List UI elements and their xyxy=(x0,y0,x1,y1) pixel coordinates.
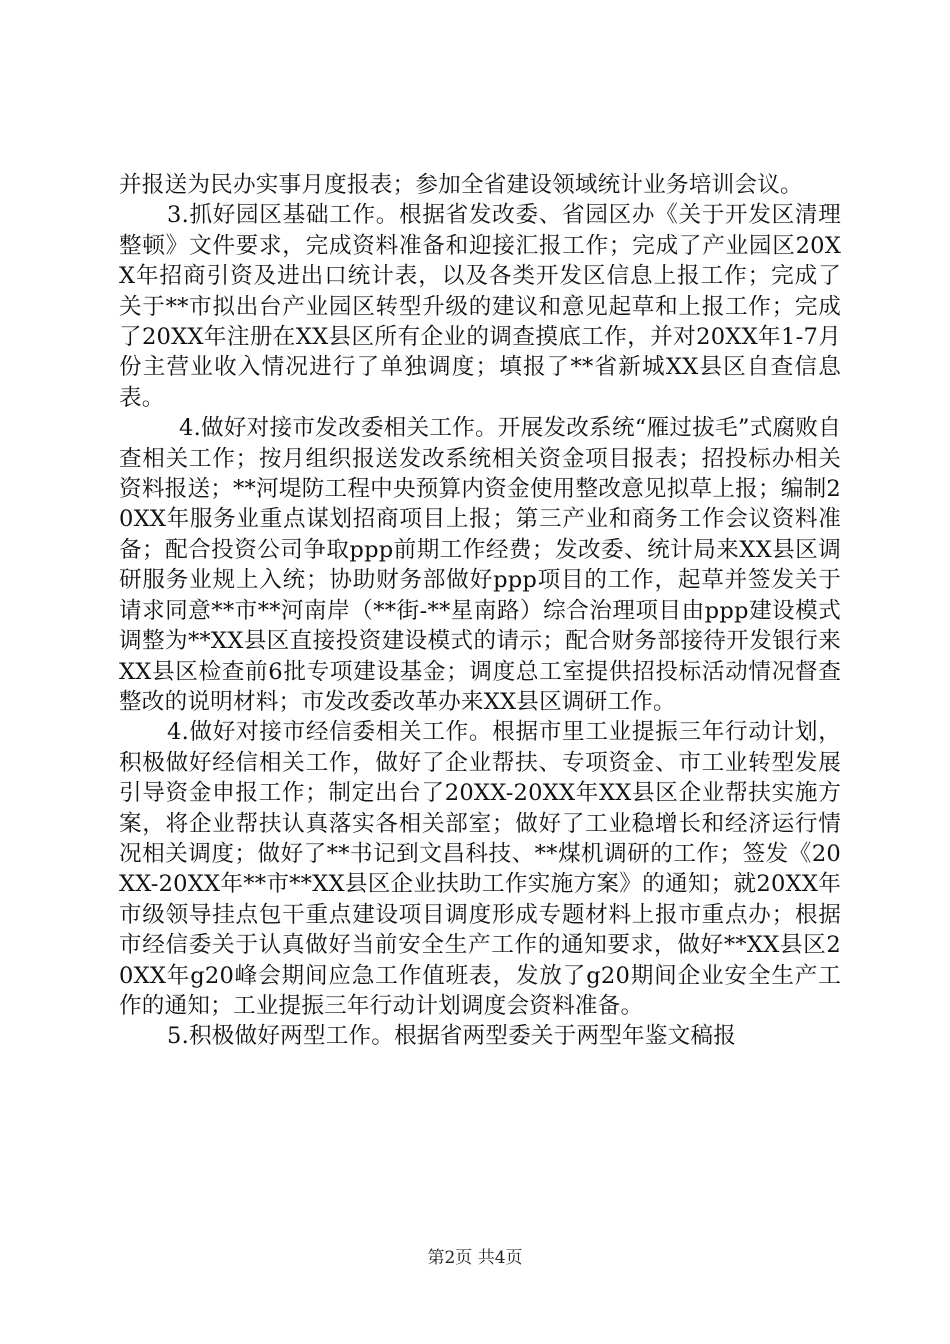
page-indicator: 第2页 共4页 xyxy=(427,1248,523,1268)
paragraph-item-4-economy: 4.做好对接市经信委相关工作。根据市里工业提振三年行动计划，积极做好经信相关工作，做好了企业帮扶、专项资金、市工业转型发展引导资金申报工作；制定出台了20XX-20XX年XX县区企业帮扶实施方案，将企业帮扶认真落实各相关部室；做好了工业稳增长和经济运行情况相关调度；做好了**书记到文昌科技、**煤机调研的工作；签发《20XX-20XX年**市**XX县区企业扶助工作实施方案》的通知；就20XX年市级领导挂点包干重点建设项目调度形成专题材料上报市重点办；根据市经信委关于认真做好当前安全生产工作的通知要求，做好**XX县区20XX年g20峰会期间应急工作值班表，发放了g20期间企业安全生产工作的通知；工业提振三年行动计划调度会资料准备。 xyxy=(119,719,841,1019)
paragraph-continuation: 并报送为民办实事月度报表；参加全省建设领域统计业务培训会议。 xyxy=(119,172,803,198)
paragraph-item-4-ndrc: 4.做好对接市发改委相关工作。开展发改系统“雁过拔毛”式腐败自查相关工作；按月组织报送发改系统相关资金项目报表；招投标办相关资料报送；**河堤防工程中央预算内资金使用整改意见拟草上报；编制20XX年服务业重点谋划招商项目上报；第三产业和商务工作会议资料准备；配合投资公司争取ppp前期工作经费；发改委、统计局来XX县区调研服务业规上入统；协助财务部做好ppp项目的工作，起草并签发关于请求同意**市**河南岸（**街-**星南路）综合治理项目由ppp建设模式调整为**XX县区直接投资建设模式的请示；配合财务部接待开发银行来XX县区检查前6批专项建设基金；调度总工室提供招投标活动情况督查整改的说明材料；市发改委改革办来XX县区调研工作。 xyxy=(119,415,841,715)
paragraph-item-5: 5.积极做好两型工作。根据省两型委关于两型年鉴文稿报 xyxy=(167,1023,737,1050)
page-footer xyxy=(0,1248,950,1268)
paragraph-item-3: 3.抓好园区基础工作。根据省发改委、省园区办《关于开发区清理整顿》文件要求，完成资料准备和迎接汇报工作；完成了产业园区20XX年招商引资及进出口统计表，以及各类开发区信息上报工作；完成了关于**市拟出台产业园区转型升级的建议和意见起草和上报工作；完成了20XX年注册在XX县区所有企业的调查摸底工作，并对20XX年1-7月份主营业收入情况进行了单独调度；填报了**省新城XX县区自查信息表。 xyxy=(119,202,841,411)
document-body xyxy=(119,170,841,1052)
